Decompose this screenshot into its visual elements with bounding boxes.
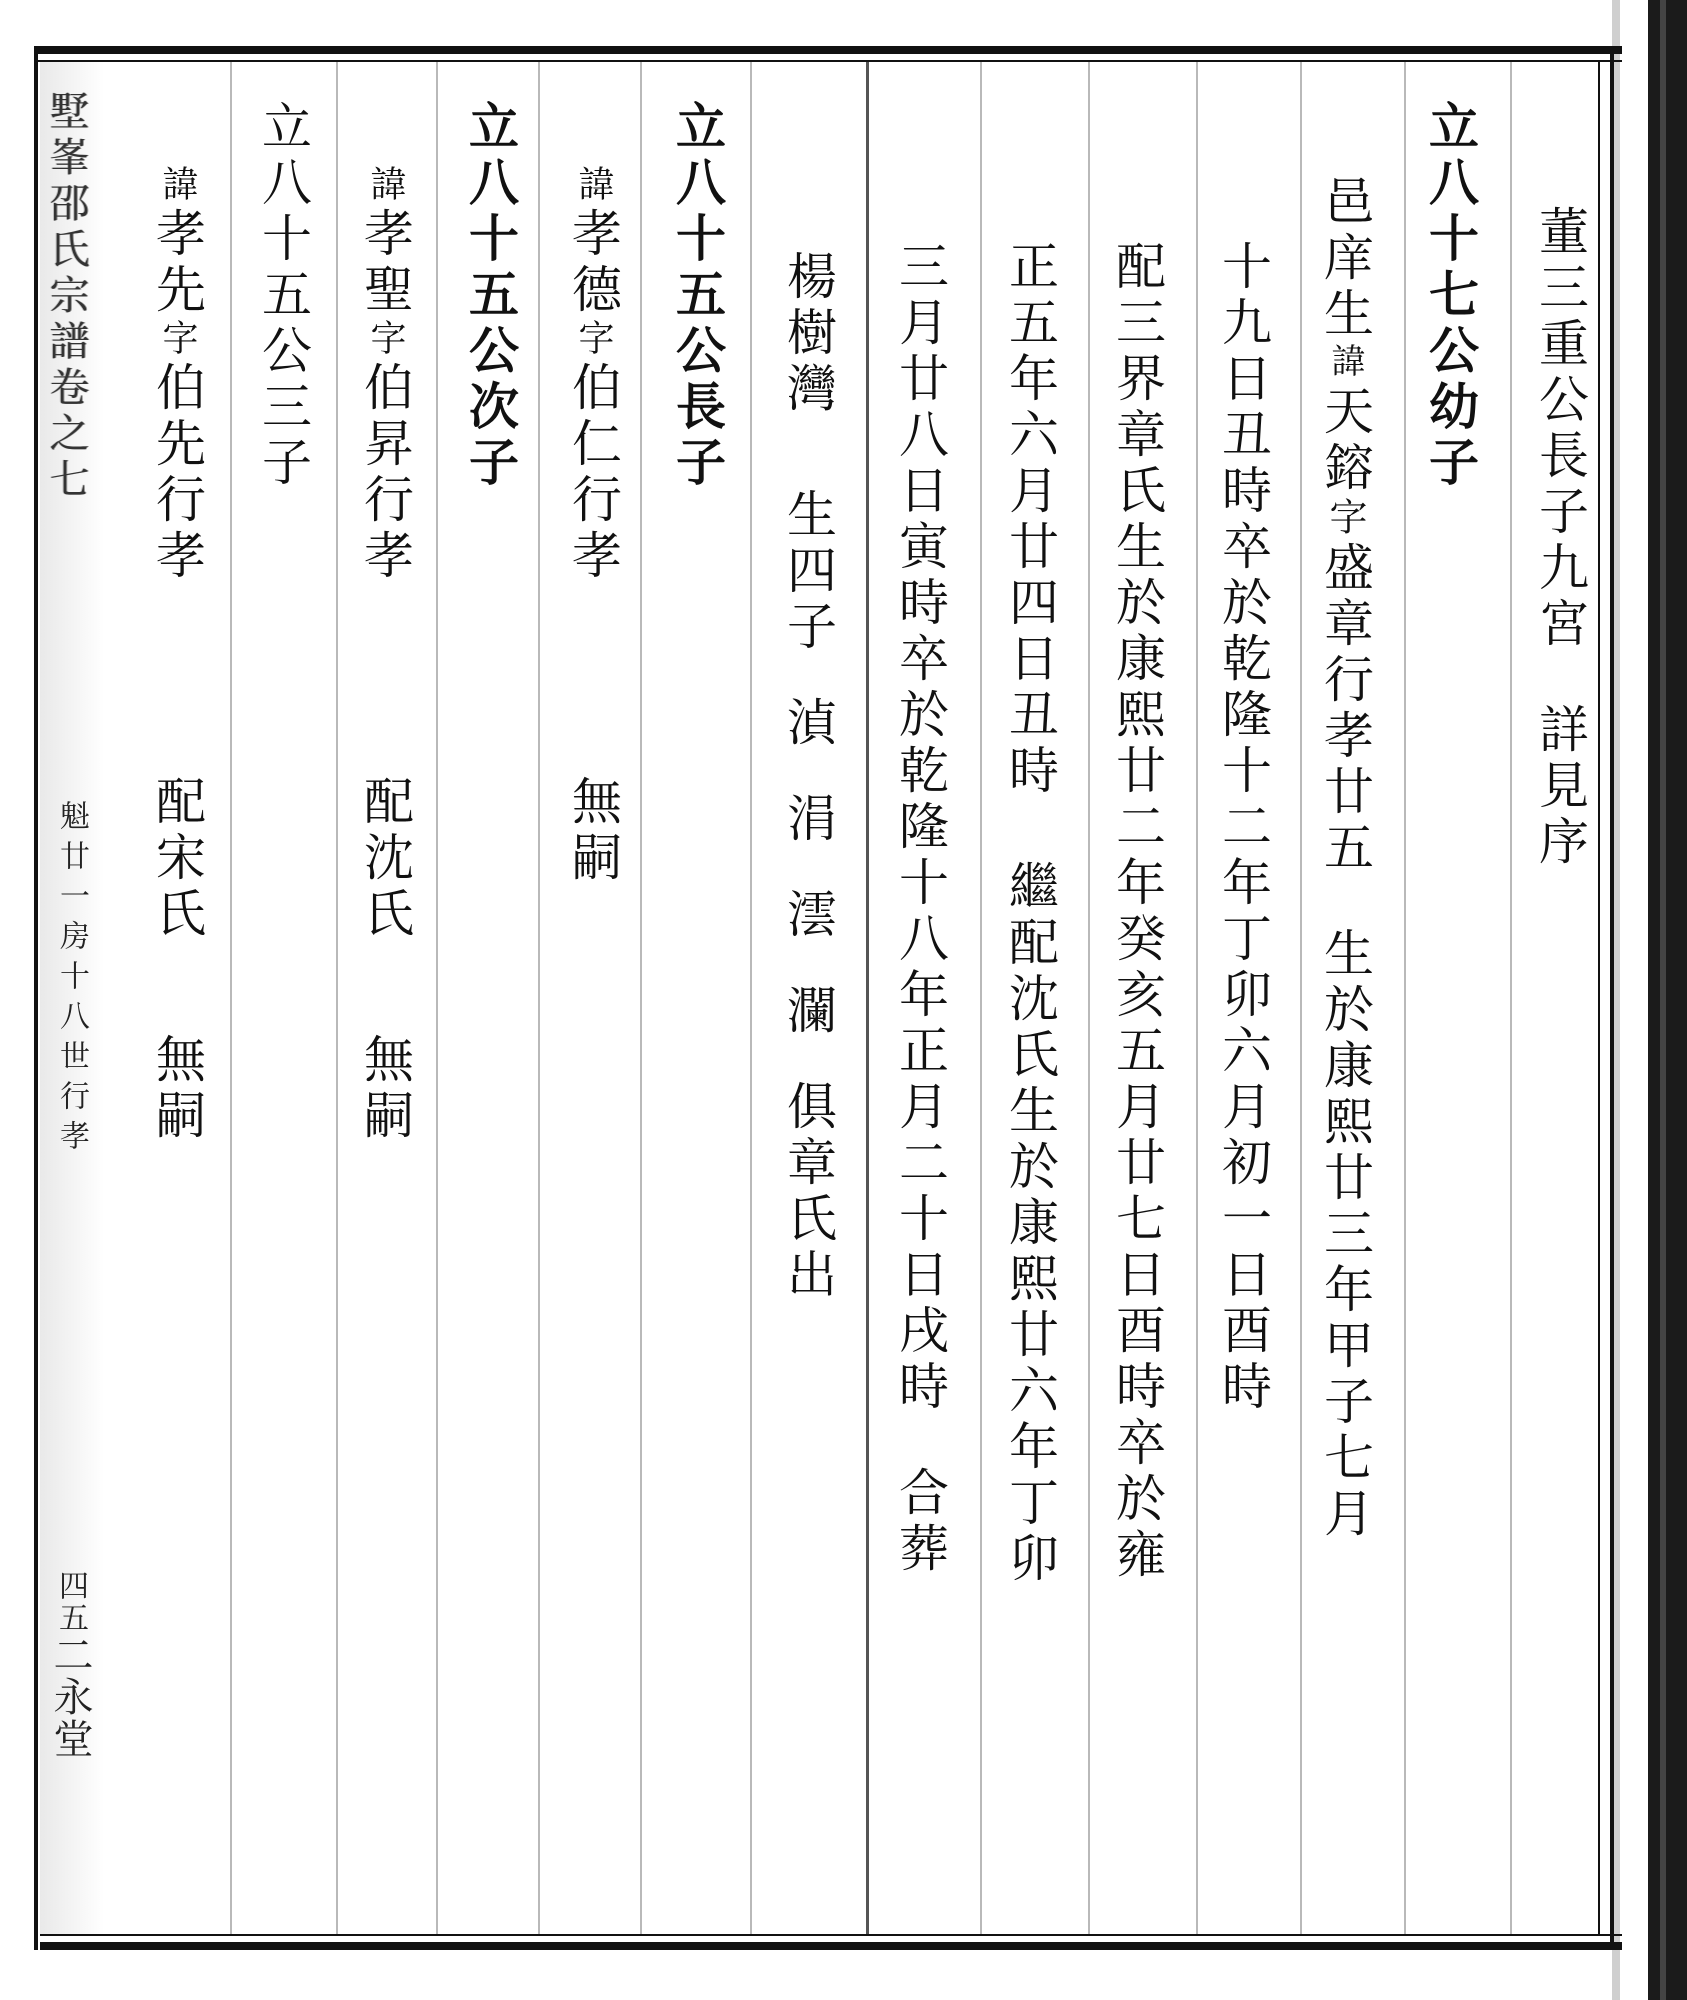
column-rule	[980, 62, 982, 1934]
col5-text: 配三界章氏生於康熙廿二年癸亥五月廿七日酉時卒於雍	[1108, 240, 1166, 1584]
col3-title: 邑庠生	[1316, 175, 1374, 343]
col7-burial: 合葬	[891, 1466, 949, 1578]
column-13	[254, 100, 312, 492]
col6-death: 正五年六月廿四日丑時	[1001, 240, 1059, 800]
col8-place: 楊樹灣	[779, 250, 837, 418]
frame-bottom-border	[40, 1942, 1622, 1950]
col8-son-4: 瀾	[779, 984, 837, 1040]
column-9	[668, 100, 727, 492]
frame-top-inner-border	[36, 60, 1622, 62]
book-binding-strip	[1648, 0, 1687, 2000]
margin-branch-info: 魁廿一房十八世行孝	[54, 800, 89, 1160]
col10-hui: 諱	[573, 165, 614, 207]
col13-heading: 立八十五公三子	[254, 100, 312, 492]
hall-name: 二永堂	[47, 1634, 93, 1760]
col8-son-1: 湞	[779, 696, 837, 752]
column-rule	[1300, 62, 1302, 1934]
col10-zi: 字	[573, 319, 614, 361]
column-1	[1531, 205, 1589, 871]
column-11	[461, 100, 520, 492]
col12-hui: 諱	[365, 165, 406, 207]
column-rule	[750, 62, 752, 1934]
frame-right-border	[1610, 46, 1614, 1950]
col12-courtesy: 伯昇行孝	[356, 361, 414, 585]
column-8	[779, 250, 837, 1304]
col2-heading: 立八十七公幼子	[1421, 100, 1480, 492]
column-10	[564, 165, 622, 887]
column-6	[1001, 240, 1059, 1588]
margin-book-title	[43, 90, 89, 504]
frame-left-border	[34, 46, 38, 1950]
col3-zi: 字	[1323, 497, 1367, 541]
col14-wife: 配宋氏	[148, 775, 206, 943]
col7-text: 三月廿八日寅時卒於乾隆十八年正月二十日戌時	[891, 240, 949, 1416]
col4-text: 十九日丑時卒於乾隆十二年丁卯六月初一日酉時	[1214, 240, 1272, 1416]
col14-courtesy: 伯先行孝	[148, 361, 206, 585]
column-rule	[1196, 62, 1198, 1934]
col10-name: 孝德	[564, 207, 622, 319]
col1-heading: 董三重公長子九宮	[1531, 205, 1589, 653]
column-rule	[230, 62, 232, 1934]
col8-son-2: 涓	[779, 792, 837, 848]
col12-wife: 配沈氏	[356, 775, 414, 943]
book-title: 墅峯邵氏宗譜	[43, 90, 89, 366]
column-rule	[1510, 62, 1512, 1934]
column-rule	[640, 62, 642, 1934]
volume-label: 卷之七	[43, 366, 89, 504]
col3-courtesy: 盛章行孝廿五	[1316, 541, 1374, 877]
column-rule	[538, 62, 540, 1934]
frame-right-inner-border	[1598, 60, 1600, 1936]
col8-children: 生四子	[779, 488, 837, 656]
col11-heading: 立八十五公次子	[461, 100, 520, 492]
col9-heading: 立八十五公長子	[668, 100, 727, 492]
margin-page-footer	[47, 1570, 93, 1760]
frame-top-border	[36, 46, 1622, 54]
column-2	[1421, 100, 1480, 492]
binding-shadow	[1660, 0, 1666, 2000]
column-rule	[336, 62, 338, 1934]
column-rule	[1404, 62, 1406, 1934]
col12-zi: 字	[365, 319, 406, 361]
col3-name: 天鎔	[1316, 385, 1374, 497]
col8-son-3: 澐	[779, 888, 837, 944]
page-number: 四五	[53, 1570, 88, 1634]
column-3	[1316, 175, 1374, 1543]
col14-zi: 字	[157, 319, 198, 361]
column-rule	[1088, 62, 1090, 1934]
col14-name: 孝先	[148, 207, 206, 319]
col6-second-wife: 繼配沈氏生於康熙廿六年丁卯	[1001, 860, 1059, 1588]
col10-courtesy: 伯仁行孝	[564, 361, 622, 585]
column-7	[891, 240, 949, 1578]
column-14	[148, 165, 206, 1145]
column-5	[1108, 240, 1166, 1584]
column-12	[356, 165, 414, 1145]
col14-hui: 諱	[157, 165, 198, 207]
col3-birth: 生於康熙廿三年甲子七月	[1316, 927, 1374, 1543]
column-4	[1214, 240, 1272, 1416]
column-rule	[436, 62, 438, 1934]
col12-no-heir: 無嗣	[356, 1033, 414, 1145]
col10-no-heir: 無嗣	[564, 775, 622, 887]
col1-note: 詳見序	[1531, 703, 1589, 871]
frame-bottom-inner-border	[40, 1934, 1622, 1936]
center-column-rule	[866, 62, 869, 1934]
col14-no-heir: 無嗣	[148, 1033, 206, 1145]
col3-hui: 諱	[1325, 343, 1365, 385]
col12-name: 孝聖	[356, 207, 414, 319]
col8-mother-note: 俱章氏出	[779, 1080, 837, 1304]
